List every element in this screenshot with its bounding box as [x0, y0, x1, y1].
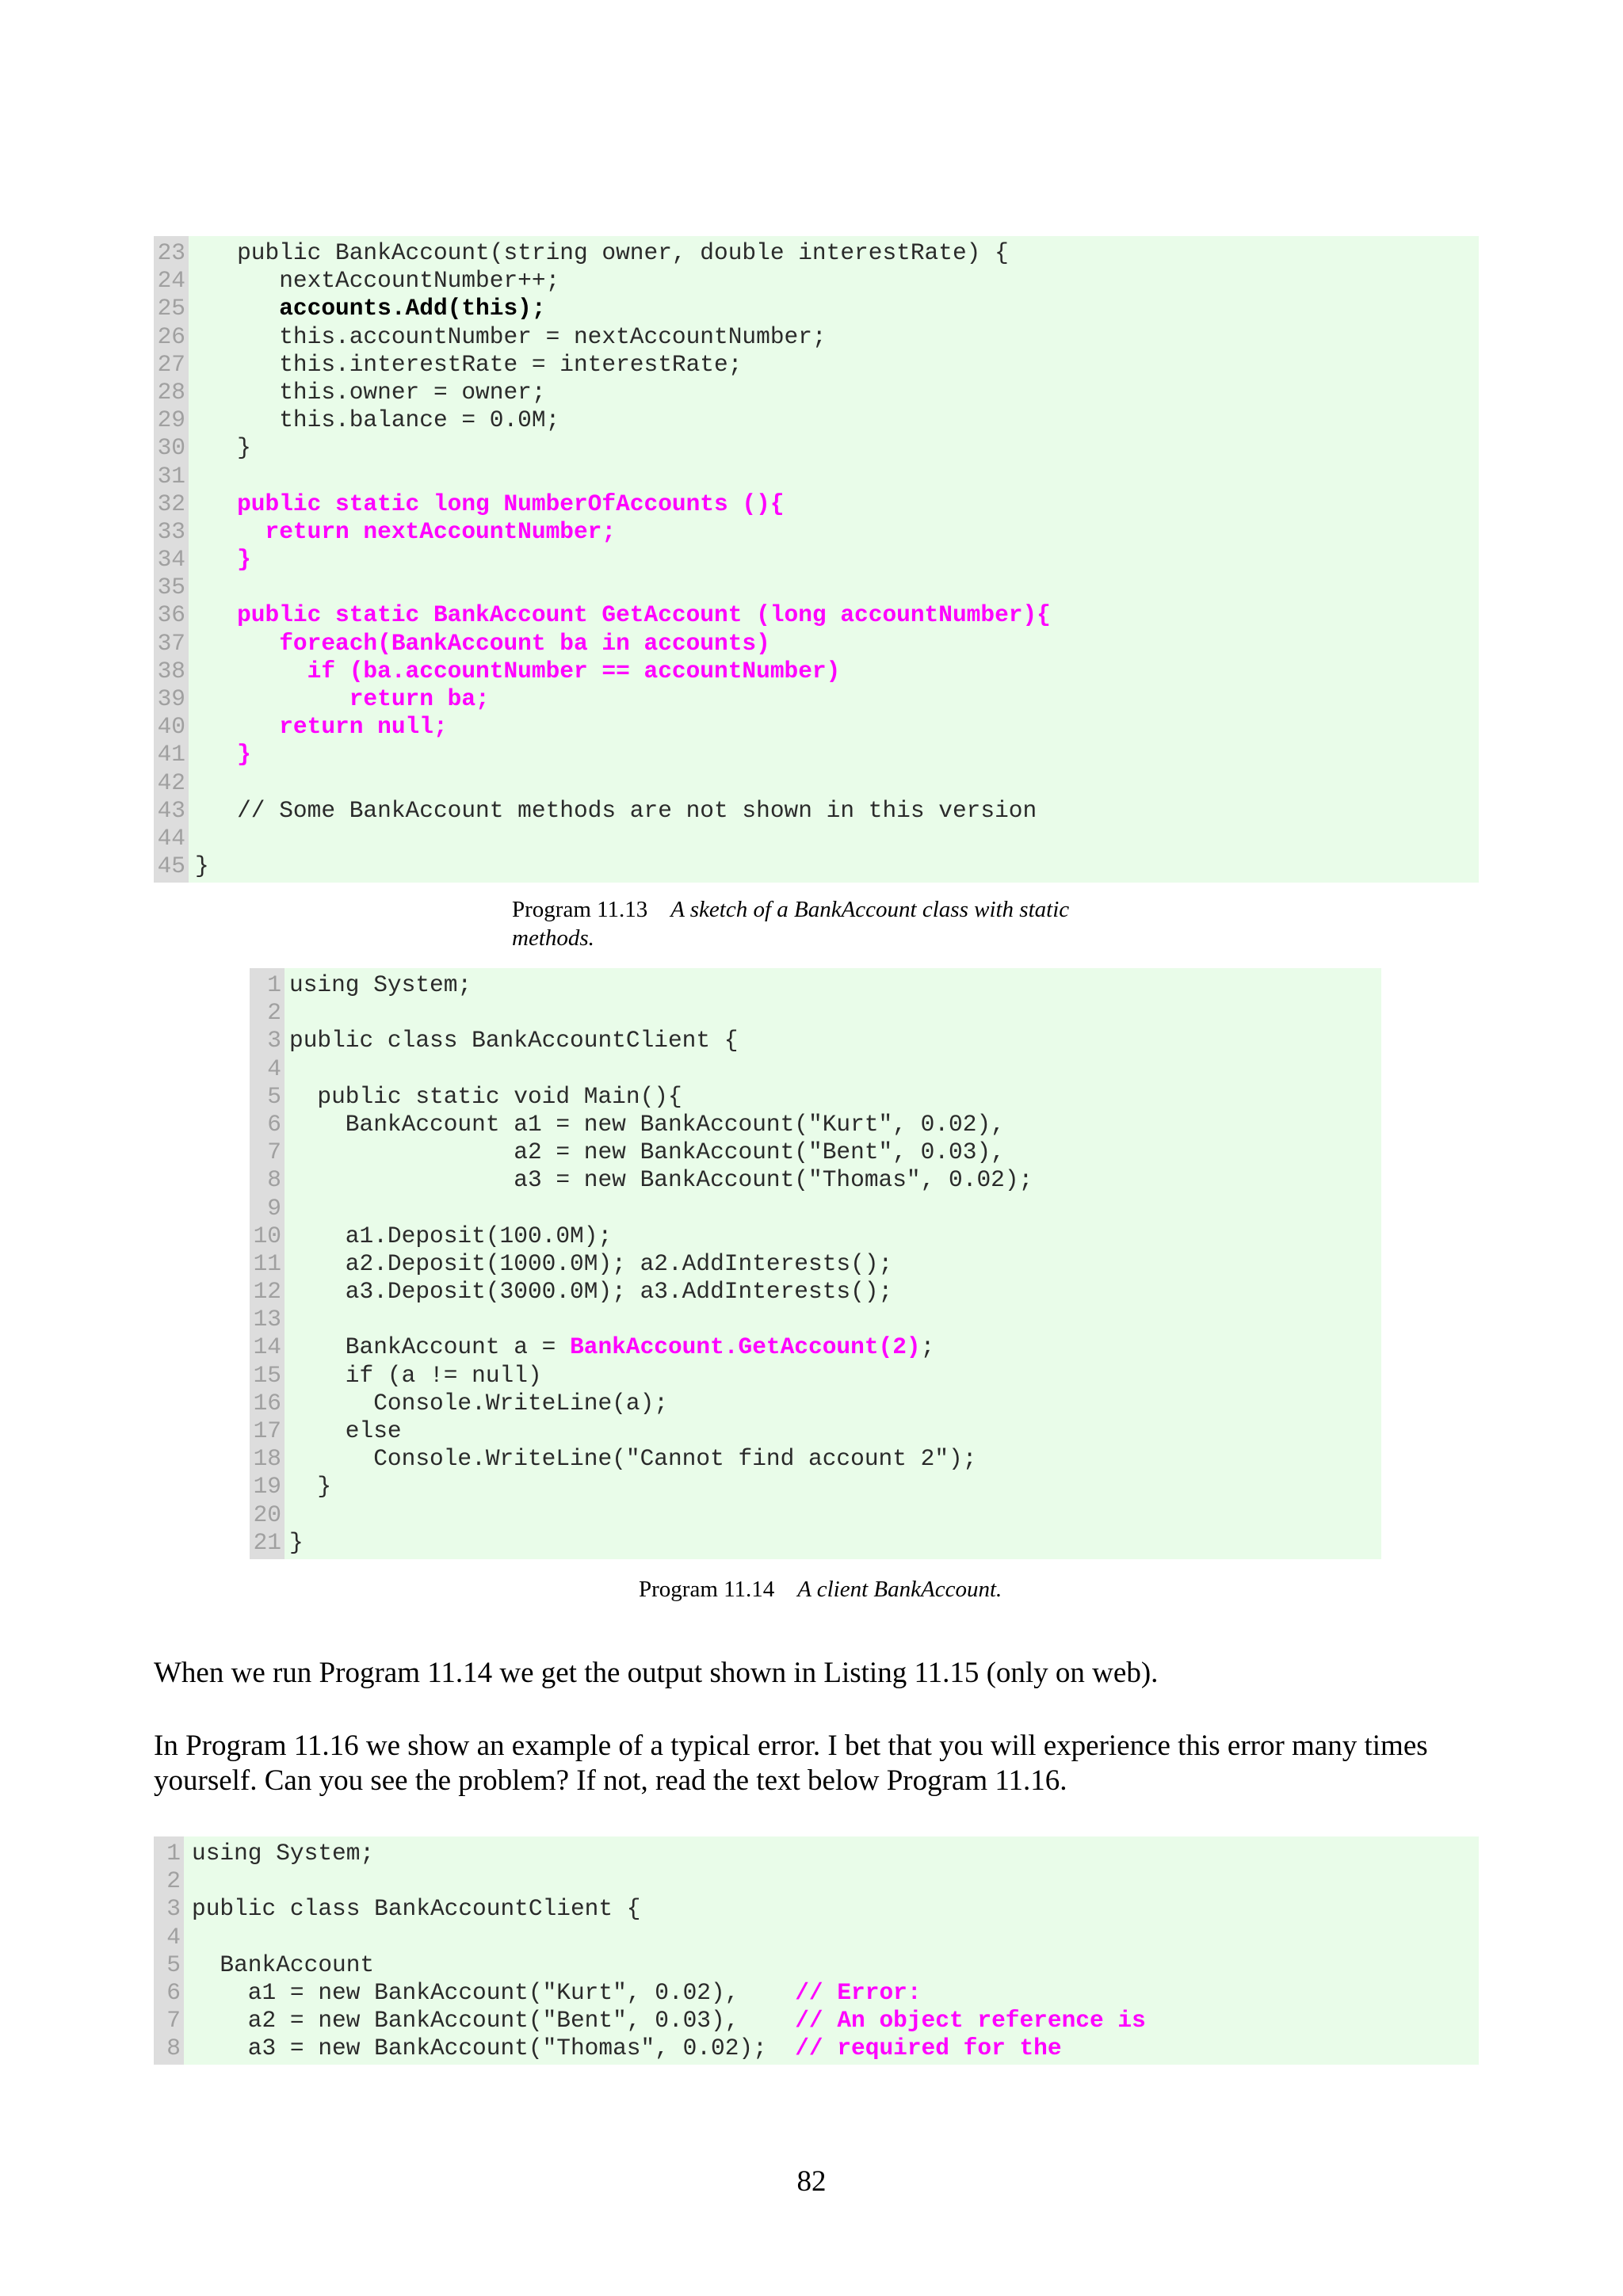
code-line [192, 1867, 1146, 1895]
line-number: 29 [157, 406, 185, 434]
line-number: 35 [157, 574, 185, 601]
code-line [289, 1473, 1033, 1501]
code-segment: BankAccount a1 = new BankAccount("Kurt", 0.02), [289, 1110, 1005, 1138]
line-number: 4 [166, 1923, 181, 1951]
line-number: 25 [157, 295, 185, 322]
code-line [195, 797, 1051, 825]
line-number-gutter [250, 968, 285, 1559]
line-number: 37 [157, 629, 185, 657]
code-line [192, 2035, 1146, 2062]
caption-title: A sketch of a BankAccount class with static [670, 897, 1070, 922]
code-line [195, 574, 1051, 601]
code-segment: a3 = new BankAccount("Thomas", 0.02); [289, 1166, 1033, 1194]
code-listing-error-example [154, 1836, 1479, 2065]
code-segment: public class BankAccountClient { [289, 1027, 739, 1055]
code-line [289, 1166, 1033, 1194]
code-line [195, 463, 1051, 490]
code-line [289, 1501, 1033, 1529]
code-line [195, 825, 1051, 852]
highlighted-code: // An object reference is [795, 2007, 1146, 2035]
line-number: 8 [166, 2035, 181, 2062]
code-line [289, 1195, 1033, 1222]
line-number: 15 [253, 1361, 281, 1389]
line-number: 2 [166, 1867, 181, 1895]
code-segment: this.balance = 0.0M; [195, 406, 560, 434]
code-segment: public BankAccount(string owner, double interestRate) { [195, 239, 1009, 266]
line-number: 21 [253, 1528, 281, 1556]
line-number: 36 [157, 601, 185, 629]
line-number: 7 [267, 1138, 281, 1166]
line-number: 3 [267, 1027, 281, 1055]
code-line [195, 490, 1051, 518]
code-line [195, 239, 1051, 267]
code-line [195, 518, 1051, 546]
line-number: 45 [157, 852, 185, 880]
line-number: 12 [253, 1278, 281, 1306]
body-paragraph: When we run Program 11.14 we get the output shown in Listing 11.15 (only on web). [154, 1657, 1159, 1689]
code-segment: nextAccountNumber++; [195, 267, 560, 295]
code-segment: this.owner = owner; [195, 378, 546, 406]
code-line [195, 685, 1051, 713]
code-listing-bankaccount-class [154, 236, 1479, 883]
highlighted-code: return nextAccountNumber; [265, 517, 617, 545]
line-number: 18 [253, 1445, 281, 1473]
line-number: 28 [157, 378, 185, 406]
highlighted-code: BankAccount.GetAccount(2) [570, 1333, 921, 1361]
code-line [289, 1529, 1033, 1557]
code-segment [195, 713, 279, 740]
line-number: 13 [253, 1306, 281, 1333]
code-segment: a1 = new BankAccount("Kurt", 0.02), [192, 1978, 796, 2006]
line-number: 3 [166, 1895, 181, 1923]
code-line [195, 741, 1051, 769]
code-segment: Console.WriteLine("Cannot find account 2"); [289, 1445, 977, 1473]
code-listing-bankaccount-client [250, 968, 1381, 1559]
line-number: 20 [253, 1501, 281, 1528]
code-line [192, 1924, 1146, 1951]
code-line [289, 1445, 1033, 1473]
line-number: 9 [267, 1194, 281, 1222]
line-number: 6 [267, 1110, 281, 1138]
highlighted-code: } [237, 546, 251, 574]
code-line [195, 323, 1051, 351]
line-number: 24 [157, 267, 185, 295]
code-segment: } [195, 852, 209, 880]
highlighted-code: return ba; [349, 685, 490, 712]
code-line [289, 971, 1033, 999]
code-line [289, 1138, 1033, 1166]
code-line [289, 1055, 1033, 1083]
code-segment: if (a != null) [289, 1361, 542, 1389]
code-line [289, 1027, 1033, 1055]
code-segment [195, 601, 237, 628]
line-number: 40 [157, 713, 185, 741]
code-segment: a1.Deposit(100.0M); [289, 1222, 613, 1249]
code-line [289, 1333, 1033, 1361]
line-number: 41 [157, 741, 185, 769]
code-segment: using System; [192, 1840, 375, 1867]
code-line [192, 1840, 1146, 1867]
code-segment [195, 546, 237, 573]
code-segment: this.accountNumber = nextAccountNumber; [195, 322, 827, 350]
line-number-gutter [154, 1836, 184, 2065]
line-number: 14 [253, 1333, 281, 1361]
code-text [192, 1836, 1146, 2063]
highlighted-code: // Error: [795, 1978, 922, 2006]
code-segment: Console.WriteLine(a); [289, 1389, 668, 1417]
code-line [289, 1222, 1033, 1250]
line-number: 6 [166, 1978, 181, 2006]
code-segment: a3.Deposit(3000.0M); a3.AddInterests(); [289, 1278, 893, 1306]
code-segment: this.interestRate = interestRate; [195, 350, 743, 378]
highlighted-code: // required for the [795, 2035, 1062, 2062]
code-segment: a2 = new BankAccount("Bent", 0.03), [289, 1138, 1005, 1166]
highlighted-code: public static long NumberOfAccounts (){ [237, 490, 785, 517]
code-segment: } [195, 434, 251, 462]
code-text [195, 236, 1051, 880]
line-number: 4 [267, 1055, 281, 1082]
code-line [289, 1083, 1033, 1111]
code-line [195, 852, 1051, 880]
line-number: 19 [253, 1473, 281, 1501]
line-number: 32 [157, 490, 185, 517]
line-number: 7 [166, 2007, 181, 2035]
code-line [195, 406, 1051, 434]
code-segment: a2.Deposit(1000.0M); a2.AddInterests(); [289, 1249, 893, 1277]
code-line [192, 1951, 1146, 1979]
caption-label: Program 11.14 [639, 1577, 775, 1602]
code-segment: } [289, 1528, 304, 1556]
code-segment: // Some BankAccount methods are not shown in this version [195, 796, 1037, 824]
line-number: 44 [157, 824, 185, 852]
code-line [289, 1111, 1033, 1138]
body-paragraph: In Program 11.16 we show an example of a typical error. I bet that you will experience this error many times yourself. Can you see the problem? If not, read the text below Program 11.16. [154, 1730, 1428, 1797]
code-line [195, 658, 1051, 685]
line-number: 30 [157, 434, 185, 462]
line-number: 5 [166, 1951, 181, 1978]
code-line [289, 1278, 1033, 1306]
line-number: 42 [157, 769, 185, 796]
line-number: 26 [157, 322, 185, 350]
code-segment: using System; [289, 971, 472, 998]
code-segment [195, 630, 279, 657]
highlighted-code: } [237, 741, 251, 769]
code-segment: ; [920, 1333, 935, 1361]
code-line [192, 1979, 1146, 2007]
line-number: 34 [157, 546, 185, 574]
caption-title: A client BankAccount. [797, 1577, 1002, 1602]
line-number-gutter [154, 236, 189, 883]
line-number: 8 [267, 1166, 281, 1194]
code-line [192, 2007, 1146, 2035]
line-number: 33 [157, 517, 185, 545]
line-number: 16 [253, 1389, 281, 1417]
code-segment: public class BankAccountClient { [192, 1895, 641, 1923]
code-segment: a3 = new BankAccount("Thomas", 0.02); [192, 2035, 796, 2062]
code-line [195, 713, 1051, 741]
code-line [289, 1417, 1033, 1445]
code-segment: } [289, 1473, 332, 1501]
code-segment: public static void Main(){ [289, 1082, 682, 1110]
line-number: 5 [267, 1082, 281, 1110]
line-number: 10 [253, 1222, 281, 1249]
code-line [289, 1362, 1033, 1390]
highlighted-code: foreach(BankAccount ba in accounts) [279, 629, 770, 657]
code-line [289, 1250, 1033, 1278]
code-line [195, 351, 1051, 379]
code-segment [195, 658, 307, 685]
line-number: 17 [253, 1417, 281, 1444]
line-number: 11 [253, 1249, 281, 1277]
line-number: 31 [157, 462, 185, 490]
code-line [195, 601, 1051, 629]
highlighted-code: return null; [279, 713, 448, 741]
code-line [195, 546, 1051, 574]
page-number: 82 [796, 2165, 827, 2198]
code-line [289, 1306, 1033, 1333]
code-segment: a2 = new BankAccount("Bent", 0.03), [192, 2007, 796, 2035]
highlighted-code: public static BankAccount GetAccount (long accountNumber){ [237, 601, 1051, 629]
code-line [195, 379, 1051, 406]
line-number: 2 [267, 999, 281, 1027]
program-caption [512, 895, 1162, 952]
line-number: 39 [157, 685, 185, 712]
code-segment [195, 295, 279, 322]
code-segment: BankAccount a = [289, 1333, 571, 1361]
code-segment [195, 490, 237, 517]
code-line [289, 999, 1033, 1027]
bold-code: accounts.Add(this); [279, 295, 546, 322]
code-segment: BankAccount [192, 1951, 375, 1978]
code-text [289, 968, 1033, 1557]
line-number: 23 [157, 239, 185, 266]
line-number: 43 [157, 796, 185, 824]
line-number: 1 [267, 971, 281, 998]
code-line [289, 1390, 1033, 1417]
caption-title-continued: methods. [512, 925, 594, 951]
code-segment [195, 518, 265, 545]
caption-label: Program 11.13 [512, 897, 648, 922]
line-number: 38 [157, 657, 185, 685]
line-number: 1 [166, 1840, 181, 1867]
code-line [192, 1895, 1146, 1923]
code-segment [195, 685, 349, 712]
code-line [195, 630, 1051, 658]
code-line [195, 434, 1051, 462]
code-segment [195, 741, 237, 768]
line-number: 27 [157, 350, 185, 378]
code-line [195, 769, 1051, 797]
code-segment: else [289, 1417, 402, 1444]
program-caption [639, 1575, 1193, 1604]
highlighted-code: if (ba.accountNumber == accountNumber) [307, 657, 841, 685]
code-line [195, 295, 1051, 322]
code-line [195, 267, 1051, 295]
